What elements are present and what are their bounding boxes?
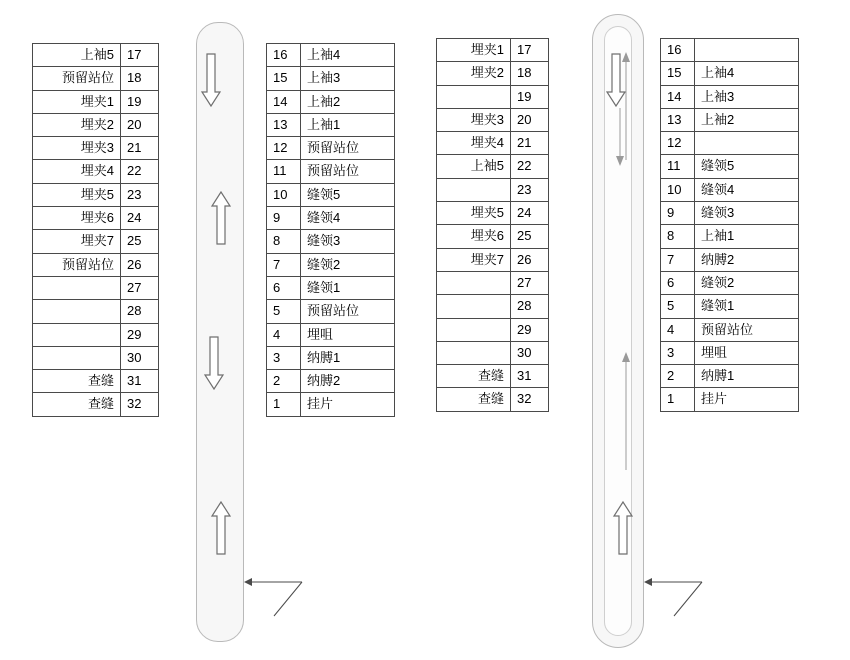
station-number-cell: 31 [511, 365, 549, 388]
station-number-cell: 2 [661, 365, 695, 388]
table-row [437, 202, 549, 225]
station-number-cell: 9 [661, 202, 695, 225]
station-label-cell: 纳膊2 [301, 370, 395, 393]
pointer-line-left [244, 560, 304, 620]
rail-arrow-down-1-icon [200, 52, 222, 108]
table-row [33, 346, 159, 369]
station-number-cell: 12 [267, 137, 301, 160]
table-right-1 [436, 38, 549, 412]
station-label-cell: 缝领1 [695, 295, 799, 318]
station-label-cell: 上袖4 [301, 44, 395, 67]
station-number-cell: 32 [511, 388, 549, 411]
station-label-cell [437, 271, 511, 294]
table-left-1 [32, 43, 159, 417]
table-right-2 [660, 38, 799, 412]
table-row [661, 85, 799, 108]
station-label-cell: 预留站位 [33, 67, 121, 90]
station-label-cell [695, 132, 799, 155]
station-label-cell: 埋夹2 [33, 113, 121, 136]
station-number-cell: 17 [121, 44, 159, 67]
table-row [33, 137, 159, 160]
station-number-cell: 25 [121, 230, 159, 253]
station-number-cell: 32 [121, 393, 159, 416]
station-number-cell: 9 [267, 207, 301, 230]
station-label-cell [437, 85, 511, 108]
station-label-cell: 埋夹6 [33, 207, 121, 230]
table-row [33, 44, 159, 67]
station-number-cell: 20 [121, 113, 159, 136]
table-row [33, 300, 159, 323]
table-row [267, 183, 395, 206]
table-row [661, 388, 799, 411]
station-number-cell: 29 [121, 323, 159, 346]
station-number-cell: 19 [121, 90, 159, 113]
table-row [437, 271, 549, 294]
rail-right-arrow-up-1-icon [612, 500, 634, 556]
station-label-cell: 缝领4 [301, 207, 395, 230]
station-label-cell: 预留站位 [695, 318, 799, 341]
station-label-cell: 挂片 [695, 388, 799, 411]
table-row [267, 90, 395, 113]
station-label-cell: 查缝 [437, 365, 511, 388]
station-label-cell: 挂片 [301, 393, 395, 416]
station-number-cell: 23 [121, 183, 159, 206]
station-number-cell: 13 [661, 108, 695, 131]
table-row [267, 323, 395, 346]
table-row [661, 132, 799, 155]
station-number-cell: 27 [121, 276, 159, 299]
station-number-cell: 19 [511, 85, 549, 108]
station-label-cell: 埋夹1 [33, 90, 121, 113]
station-number-cell: 22 [511, 155, 549, 178]
table-row [33, 393, 159, 416]
station-label-cell: 缝领5 [301, 183, 395, 206]
table-row [437, 225, 549, 248]
station-label-cell: 上袖1 [301, 113, 395, 136]
station-number-cell: 3 [661, 341, 695, 364]
station-label-cell [437, 318, 511, 341]
station-label-cell: 预留站位 [301, 300, 395, 323]
station-label-cell: 埋夹7 [437, 248, 511, 271]
station-number-cell: 18 [121, 67, 159, 90]
table-row [437, 295, 549, 318]
station-label-cell: 埋夹3 [437, 108, 511, 131]
station-label-cell: 上袖5 [33, 44, 121, 67]
station-label-cell [33, 346, 121, 369]
station-label-cell: 查缝 [33, 393, 121, 416]
pointer-line-right [644, 560, 704, 620]
station-label-cell: 埋夹6 [437, 225, 511, 248]
table-row [267, 44, 395, 67]
station-number-cell: 1 [267, 393, 301, 416]
table-row [267, 346, 395, 369]
table-row [661, 318, 799, 341]
table-row [437, 178, 549, 201]
station-number-cell: 14 [267, 90, 301, 113]
station-label-cell [33, 323, 121, 346]
table-row [437, 365, 549, 388]
station-label-cell [437, 295, 511, 318]
station-number-cell: 1 [661, 388, 695, 411]
station-number-cell: 27 [511, 271, 549, 294]
station-number-cell: 12 [661, 132, 695, 155]
station-number-cell: 5 [661, 295, 695, 318]
station-label-cell: 埋夹4 [437, 132, 511, 155]
station-label-cell: 上袖5 [437, 155, 511, 178]
table-row [661, 39, 799, 62]
flow-arrow-down-top-icon [612, 108, 628, 168]
station-number-cell: 28 [121, 300, 159, 323]
station-number-cell: 23 [511, 178, 549, 201]
table-row [33, 323, 159, 346]
table-row [267, 230, 395, 253]
station-number-cell: 16 [661, 39, 695, 62]
station-number-cell: 30 [121, 346, 159, 369]
station-label-cell: 预留站位 [301, 137, 395, 160]
station-number-cell: 11 [267, 160, 301, 183]
station-label-cell: 缝领3 [695, 202, 799, 225]
table-row [437, 85, 549, 108]
flow-arrow-up-bottom-icon [618, 352, 634, 472]
table-row [33, 253, 159, 276]
table-row [267, 207, 395, 230]
station-label-cell: 缝领3 [301, 230, 395, 253]
table-row [267, 67, 395, 90]
station-label-cell [437, 341, 511, 364]
station-number-cell: 4 [267, 323, 301, 346]
table-row [661, 365, 799, 388]
station-number-cell: 14 [661, 85, 695, 108]
table-row [437, 388, 549, 411]
station-number-cell: 26 [511, 248, 549, 271]
station-number-cell: 5 [267, 300, 301, 323]
rail-arrow-up-2-icon [210, 500, 232, 556]
station-number-cell: 2 [267, 370, 301, 393]
station-label-cell: 上袖2 [301, 90, 395, 113]
table-row [33, 230, 159, 253]
table-row [267, 393, 395, 416]
station-number-cell: 16 [267, 44, 301, 67]
table-row [267, 370, 395, 393]
station-label-cell: 上袖3 [695, 85, 799, 108]
station-number-cell: 30 [511, 341, 549, 364]
station-label-cell [33, 276, 121, 299]
station-number-cell: 25 [511, 225, 549, 248]
station-number-cell: 21 [511, 132, 549, 155]
table-row [661, 248, 799, 271]
table-row [267, 113, 395, 136]
table-row [437, 62, 549, 85]
table-row [437, 132, 549, 155]
table-row [267, 300, 395, 323]
station-label-cell: 预留站位 [301, 160, 395, 183]
station-label-cell: 埋夹5 [437, 202, 511, 225]
station-label-cell: 查缝 [437, 388, 511, 411]
station-number-cell: 15 [661, 62, 695, 85]
station-number-cell: 8 [661, 225, 695, 248]
station-number-cell: 6 [661, 271, 695, 294]
table-left-2 [266, 43, 395, 417]
station-number-cell: 24 [511, 202, 549, 225]
station-number-cell: 18 [511, 62, 549, 85]
station-label-cell: 纳膊2 [695, 248, 799, 271]
station-label-cell: 缝领2 [695, 271, 799, 294]
table-row [33, 160, 159, 183]
rail-arrow-up-1-icon [210, 190, 232, 246]
table-row [33, 276, 159, 299]
station-number-cell: 3 [267, 346, 301, 369]
station-number-cell: 28 [511, 295, 549, 318]
station-number-cell: 26 [121, 253, 159, 276]
table-row [33, 370, 159, 393]
station-number-cell: 20 [511, 108, 549, 131]
station-label-cell [437, 178, 511, 201]
table-row [33, 90, 159, 113]
station-label-cell: 缝领2 [301, 253, 395, 276]
station-number-cell: 15 [267, 67, 301, 90]
station-number-cell: 31 [121, 370, 159, 393]
station-label-cell: 上袖2 [695, 108, 799, 131]
table-row [661, 271, 799, 294]
table-row [661, 295, 799, 318]
table-row [661, 155, 799, 178]
table-row [267, 276, 395, 299]
station-number-cell: 10 [661, 178, 695, 201]
table-row [33, 183, 159, 206]
station-label-cell: 埋夹5 [33, 183, 121, 206]
station-number-cell: 7 [267, 253, 301, 276]
station-number-cell: 6 [267, 276, 301, 299]
station-number-cell: 11 [661, 155, 695, 178]
station-label-cell: 缝领5 [695, 155, 799, 178]
station-label-cell: 查缝 [33, 370, 121, 393]
station-label-cell: 埋咀 [301, 323, 395, 346]
station-label-cell: 纳膊1 [301, 346, 395, 369]
table-row [661, 225, 799, 248]
table-row [437, 341, 549, 364]
table-row [437, 155, 549, 178]
table-row [437, 248, 549, 271]
station-number-cell: 13 [267, 113, 301, 136]
station-number-cell: 4 [661, 318, 695, 341]
station-label-cell [695, 39, 799, 62]
table-row [437, 39, 549, 62]
table-row [661, 178, 799, 201]
station-label-cell: 缝领1 [301, 276, 395, 299]
station-number-cell: 22 [121, 160, 159, 183]
station-label-cell: 上袖4 [695, 62, 799, 85]
station-number-cell: 21 [121, 137, 159, 160]
table-row [33, 67, 159, 90]
table-row [33, 113, 159, 136]
station-label-cell [33, 300, 121, 323]
station-label-cell: 上袖1 [695, 225, 799, 248]
table-row [661, 62, 799, 85]
table-row [437, 108, 549, 131]
station-label-cell: 埋夹1 [437, 39, 511, 62]
station-number-cell: 8 [267, 230, 301, 253]
station-label-cell: 埋夹7 [33, 230, 121, 253]
table-row [267, 137, 395, 160]
station-number-cell: 7 [661, 248, 695, 271]
station-label-cell: 纳膊1 [695, 365, 799, 388]
table-row [661, 202, 799, 225]
table-row [661, 108, 799, 131]
table-row [661, 341, 799, 364]
station-label-cell: 上袖3 [301, 67, 395, 90]
table-row [267, 253, 395, 276]
table-row [267, 160, 395, 183]
station-number-cell: 24 [121, 207, 159, 230]
station-label-cell: 缝领4 [695, 178, 799, 201]
station-label-cell: 埋夹4 [33, 160, 121, 183]
rail-arrow-down-2-icon [203, 335, 225, 391]
table-row [33, 207, 159, 230]
station-number-cell: 17 [511, 39, 549, 62]
station-label-cell: 埋夹2 [437, 62, 511, 85]
station-number-cell: 29 [511, 318, 549, 341]
station-label-cell: 预留站位 [33, 253, 121, 276]
table-row [437, 318, 549, 341]
station-number-cell: 10 [267, 183, 301, 206]
station-label-cell: 埋咀 [695, 341, 799, 364]
station-label-cell: 埋夹3 [33, 137, 121, 160]
